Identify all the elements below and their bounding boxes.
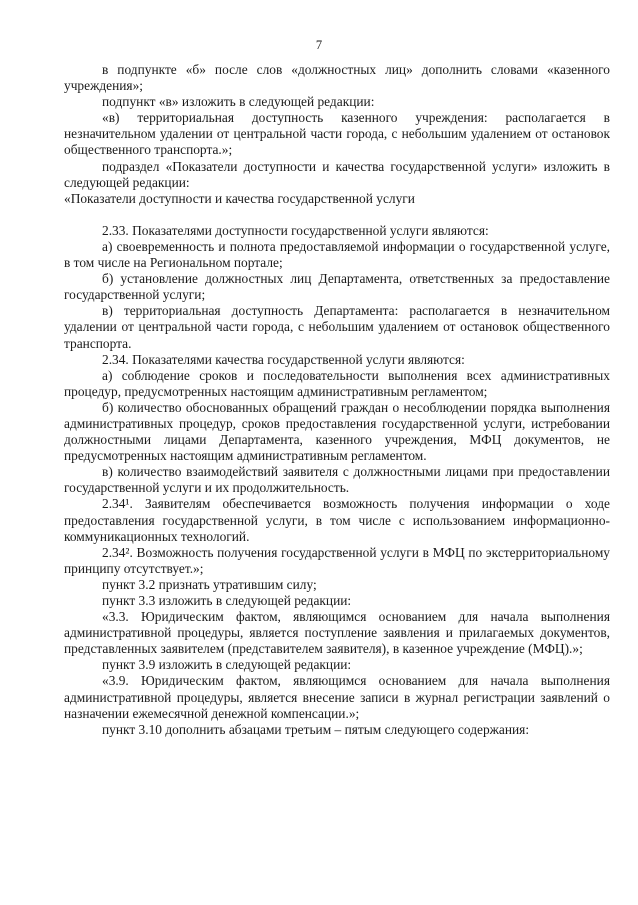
paragraph: б) количество обоснованных обращений граждан о несоблюдении порядка выполнения административных процедур, сроков предоставления государственной услуги, истребовании должностными лицами Департамента, казенного учреждения, МФЦ документов, не предусмотренных настоящим административным регламентом. <box>64 399 610 464</box>
paragraph: а) своевременность и полнота предоставляемой информации о государственной услуге, в том числе на Региональном портале; <box>64 238 610 271</box>
paragraph: в подпункте «б» после слов «должностных лиц» дополнить словами «казенного учреждения»; <box>64 62 610 94</box>
page-number: 7 <box>315 38 323 52</box>
paragraph: «3.3. Юридическим фактом, являющимся основанием для начала выполнения административной процедуры, является поступление заявления и прилагаемых документов, представленных заявителем (представителем заявителя), в казенное учреждение (МФЦ).»; <box>64 609 610 657</box>
paragraph: 2.34. Показателями качества государственной услуги являются: <box>102 351 465 367</box>
paragraph: 2.34¹. Заявителям обеспечивается возможность получения информации о ходе предоставления государственной услуги, в том числе с использованием информационно-коммуникационных технологий. <box>64 496 610 544</box>
document-body <box>64 62 610 738</box>
paragraph: в) количество взаимодействий заявителя с должностными лицами при предоставлении государственной услуги и их продолжительность. <box>64 464 610 496</box>
paragraph: пункт 3.10 дополнить абзацами третьим – пятым следующего содержания: <box>102 721 530 737</box>
paragraph: «в) территориальная доступность казенного учреждения: располагается в незначительном удалении от центральной части города, с небольшим удалением от остановок общественного транспорта.»; <box>64 110 610 158</box>
section-heading: «Показатели доступности и качества государственной услуги <box>64 190 415 206</box>
paragraph: в) территориальная доступность Департамента: располагается в незначительном удалении от центральной части города, с небольшим удалением от остановок общественного транспорта. <box>64 303 610 351</box>
paragraph: пункт 3.9 изложить в следующей редакции: <box>102 657 352 673</box>
paragraph: подпункт «в» изложить в следующей редакции: <box>102 94 375 110</box>
paragraph: пункт 3.2 признать утратившим силу; <box>102 576 317 592</box>
paragraph: 2.33. Показателями доступности государственной услуги являются: <box>102 222 489 238</box>
paragraph: подраздел «Показатели доступности и качества государственной услуги» изложить в следующей редакции: <box>64 158 610 190</box>
paragraph: пункт 3.3 изложить в следующей редакции: <box>102 593 352 608</box>
paragraph: б) установление должностных лиц Департамента, ответственных за предоставление государственной услуги; <box>64 271 610 303</box>
paragraph: «3.9. Юридическим фактом, являющимся основанием для начала выполнения административной процедуры, является внесение записи в журнал регистрации заявлений о назначении ежемесячной денежной компенсации.»; <box>64 673 610 721</box>
paragraph: 2.34². Возможность получения государственной услуги в МФЦ по экстерриториальному принципу отсутствует.»; <box>64 544 610 576</box>
paragraph: а) соблюдение сроков и последовательности выполнения всех административных процедур, предусмотренных настоящим административным регламентом; <box>64 367 610 399</box>
blank-line <box>64 207 610 223</box>
